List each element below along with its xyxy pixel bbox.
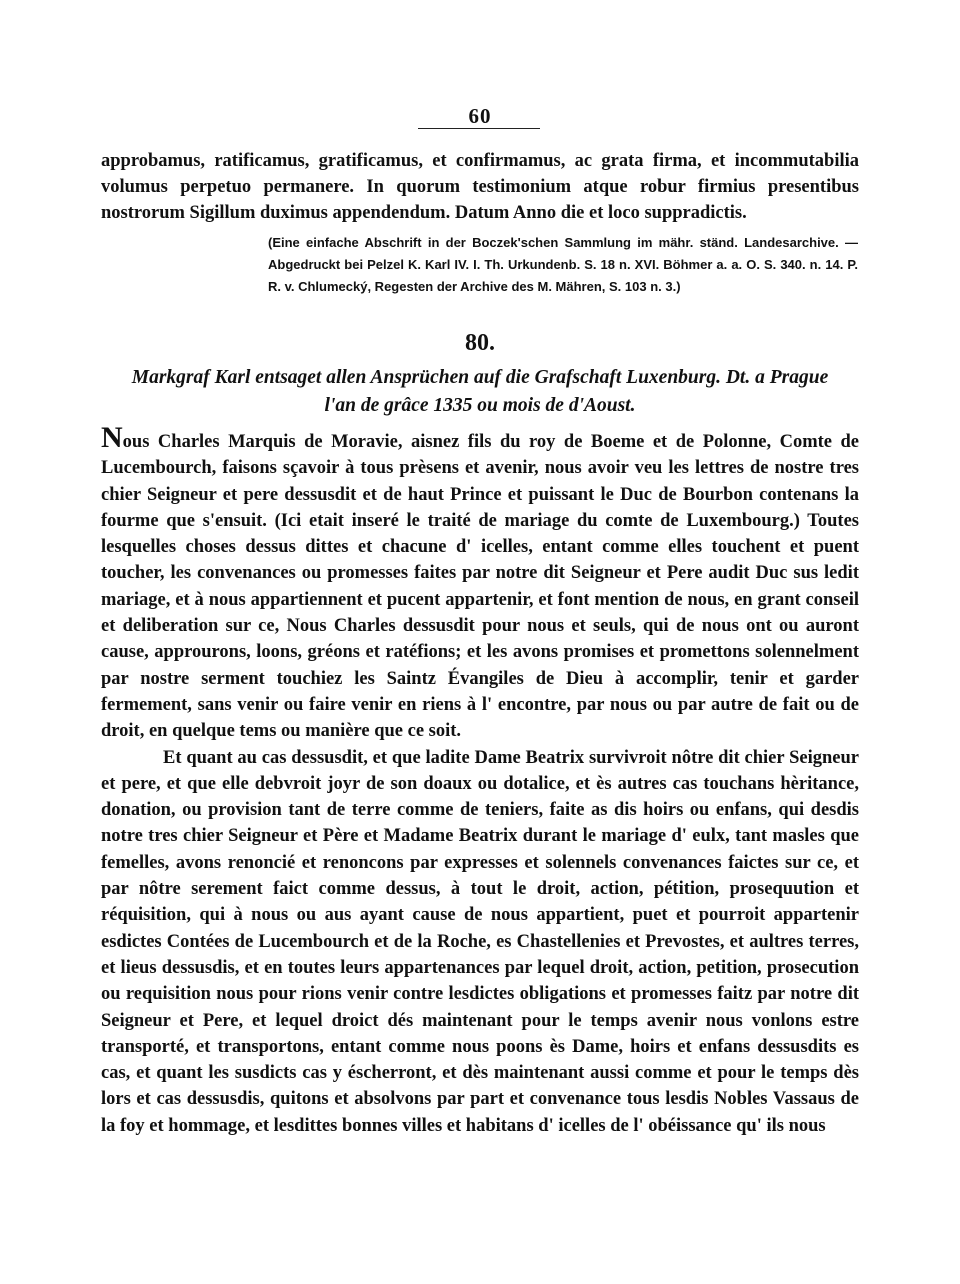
- document-number: 80.: [465, 330, 495, 356]
- header-rule: [418, 128, 540, 129]
- main-text: [101, 421, 859, 1139]
- paragraph-2: Et quant au cas dessusdit, et que ladite Dame Beatrix survivroit nôtre dit chier Seigneur et pere, et que elle debvroit joyr de son doaux ou dotalice, et ès autres cas touchans hèritance, donation, ou provision tant de terre comme de teniers, faite as dis hoirs ou enfans, qui desdis notre tres chier Seigneur et Père et Madame Beatrix durant le mariage d' eulx, tant masles que femelles, avons renoncié et renoncons par expresses et solennels convenances faictes sur ce, et par nôtre serement faict comme dessus, à tout le droit, action, pétition, prosequution et réquisition, qui à nous ou aus ayant cause de nous appartient, puet et pourroit appartenir esdictes Contées de Lucembourch et de la Roche, es Chastellenies et Prevostes, et aultres terres, et lieus dessusdis, et en toutes leurs appartenances par lequel droit, action, petition, prosecution ou requisition nous pour rions venir contre lesdictes obligations et promesses faitz par notre dit Seigneur et Pere, et lequel droict dés maintenant pour le temps avenir nous vonlons estre transporté, et transportons, entant comme nous poons ès Dame, hoirs et enfans dessusdits es cas, et quant les susdicts cas y éscherront, et dès maintenant aussi comme et pour le temps dès lors et cas dessusdis, quitons et absolvons par part et convenance tous lesdis Nobles Vassaus de la foy et hommage, et lesdittes bonnes villes et habitans d' icelles de l' obéissance qu' ils nous: [101, 747, 859, 1136]
- document-title-line-1: Markgraf Karl entsaget allen Ansprüchen auf die Grafschaft Luxenburg. Dt. a Prague: [131, 367, 829, 388]
- drop-cap: N: [101, 421, 123, 454]
- document-title-line-2: l'an de grâce 1335 ou mois de d'Aoust.: [324, 395, 636, 416]
- page-number: 60: [468, 104, 492, 128]
- document-title: [101, 364, 859, 420]
- paragraph-1-text: ous Charles Marquis de Moravie, aisnez fils du roy de Boeme et de Polonne, Comte de Lucembourch, faisons sçavoir à tous prèsens et avenir, nous avoir veu les lettres de nostre tres chier Seigneur et pere dessusdit et de haut Prince et puissant le Duc de Bourbon contenans la fourme que s'ensuit. (Ici etait inseré le traité de mariage du comte de Luxembourg.) Toutes lesquelles choses dessus dittes et chacune d' icelles, entant comme elles touchent et puent toucher, les convenances ou promesses faites par notre dit Seigneur et Pere audit Duc sus ledit mariage, et à nous appartiennent et pucent appartenir, et font mention de nous, en grant conseil et deliberation sur ce, Nous Charles dessusdit pour nous et seuls, qui de nous ont ou auront cause, approurons, loons, gréons et ratéfions; et les avons promises et promettons solennelment par nostre serment touchiez les Saintz Évangiles de Dieu à accomplir, tenir et garder fermement, sans venir ou faire venir en riens à l' encontre, par nous ou par autre de fait ou de droit, en quelque tems ou manière que ce soit.: [101, 432, 859, 742]
- source-note: (Eine einfache Abschrift in der Boczek'schen Sammlung im mähr. ständ. Landesarchive. — Abgedruckt bei Pelzel K. Karl IV. I. Th. Urkundenb. S. 18 n. XVI. Böhmer a. a. O. S. 340. n. 14. P. R. v. Chlumecký, Regesten der Archive des M. Mähren, S. 103 n. 3.): [268, 235, 858, 294]
- intro-paragraph: approbamus, ratificamus, gratificamus, et confirmamus, ac grata firma, et incommutabilia volumus perpetuo permanere. In quorum testimonium atque robur firmius presentibus nostrorum Sigillum duximus appendendum. Datum Anno die et loco suppradictis.: [101, 151, 859, 223]
- paragraph-1: [101, 421, 859, 745]
